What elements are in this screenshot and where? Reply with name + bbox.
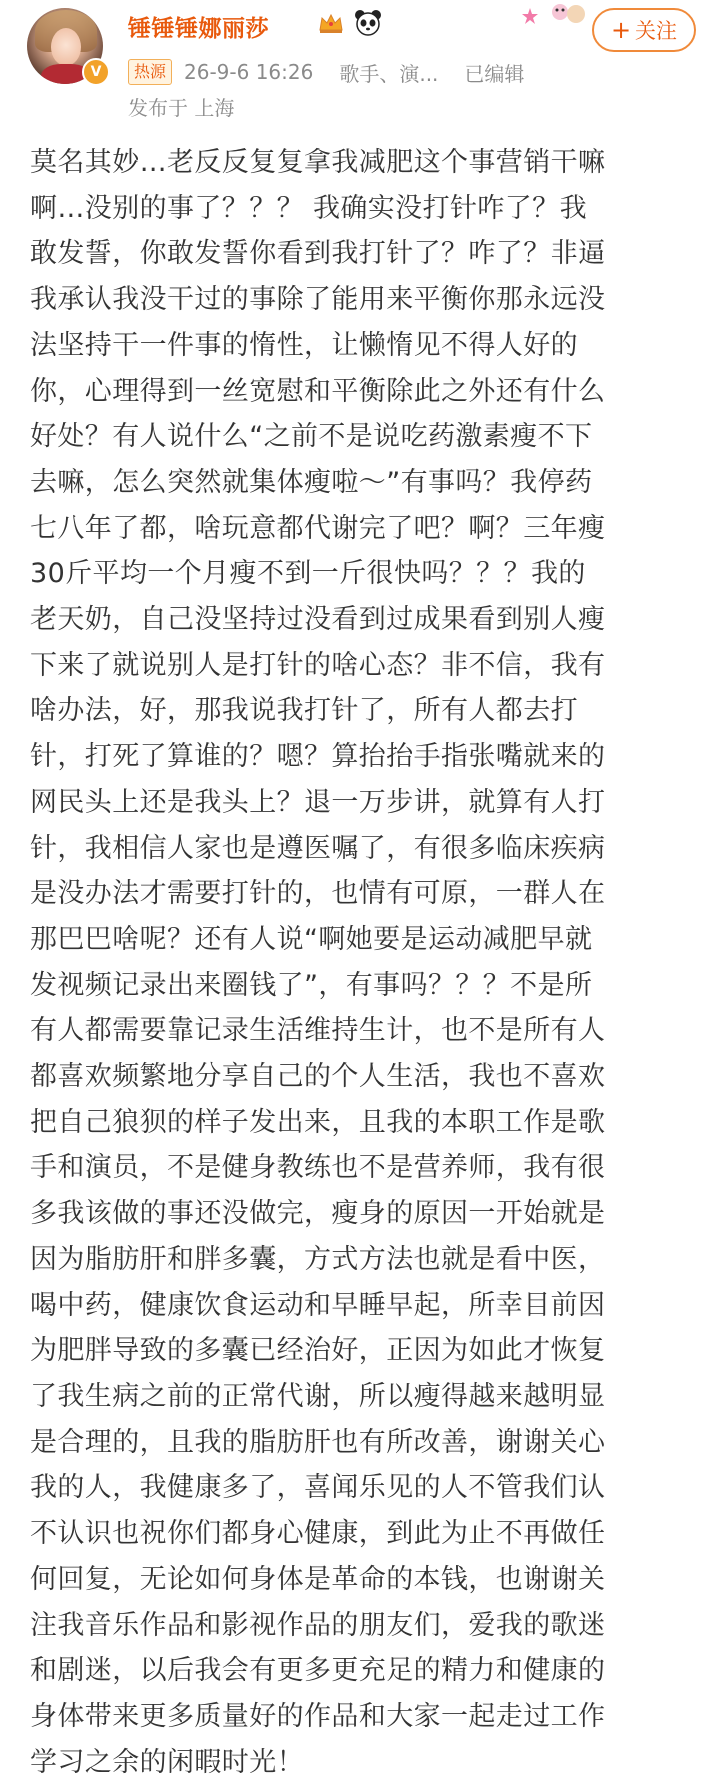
post-text-line: 七八年了都，啥玩意都代谢完了吧？啊？三年瘦 [30,512,606,544]
post-text-line: 不认识也祝你们都身心健康，到此为止不再做任 [30,1518,606,1550]
post-text-line: 多我该做的事还没做完，瘦身的原因一开始就是 [30,1198,606,1230]
post-text-line: 为肥胖导致的多囊已经治好，正因为如此才恢复 [30,1335,606,1367]
post-header [0,0,720,130]
post-text-line: 何回复，无论如何身体是革命的本钱，也谢谢关 [30,1563,606,1595]
post-text [30,140,694,1785]
post-text-line: 喝中药，健康饮食运动和早睡早起，所幸目前因 [30,1289,606,1321]
post-text-line: 好处？有人说什么“之前不是说吃药激素瘦不下 [30,421,593,453]
post-text-line: 我的人，我健康多了，喜闻乐见的人不管我们认 [30,1472,606,1504]
post-meta [128,58,524,86]
post-text-line: 注我音乐作品和影视作品的朋友们，爱我的歌迷 [30,1609,606,1641]
post-text-line: 去嘛，怎么突然就集体瘦啦～”有事吗？我停药 [30,466,593,498]
post-text-line: 莫名其妙…老反反复复拿我减肥这个事营销干嘛 [30,147,606,178]
post-text-line: 啥办法，好，那我说我打针了，所有人都去打 [30,695,578,727]
post-text-line: 身体带来更多质量好的作品和大家一起走过工作 [30,1700,606,1732]
sticker-decoration-icon [520,2,592,32]
verified-badge-icon: V [82,58,110,86]
post-text-line: 那巴巴啥呢？还有人说“啊她要是运动减肥早就 [30,923,593,955]
post-text-line: 都喜欢频繁地分享自己的个人生活，我也不喜欢 [30,1061,606,1093]
follow-button[interactable] [592,8,696,52]
post-text-line: 是合理的，且我的脂肪肝也有所改善，谢谢关心 [30,1426,606,1458]
avatar-face [51,28,81,66]
follow-label: 关注 [635,19,678,43]
post-text-line: 手和演员，不是健身教练也不是营养师，我有很 [30,1152,606,1184]
post-text-line: 和剧迷，以后我会有更多更充足的精力和健康的 [30,1655,606,1687]
user-name[interactable]: 锤锤锤娜丽莎 [128,16,269,42]
post-text-line: 把自己狼狈的样子发出来，且我的本职工作是歌 [30,1106,606,1138]
hot-source-tag[interactable]: 热源 [128,59,172,85]
post-text-line: 了我生病之前的正常代谢，所以瘦得越来越明显 [30,1380,606,1412]
post-text-line: 有人都需要靠记录生活维持生计，也不是所有人 [30,1015,606,1047]
edited-label[interactable]: 已编辑 [464,61,525,86]
post-text-line: 因为脂肪肝和胖多囊，方式方法也就是看中医， [30,1243,606,1275]
post-text-line: 发视频记录出来圈钱了”，有事吗？？？不是所 [30,969,593,1001]
post-text-line: 法坚持干一件事的惰性，让懒惰见不得人好的 [30,329,578,361]
post-text-line: 30斤平均一个月瘦不到一斤很快吗？？？我的 [30,558,586,590]
post-text-line: 是没办法才需要打针的，也情有可原，一群人在 [30,878,606,910]
post-text-line: 针，我相信人家也是遵医嘱了，有很多临床疾病 [30,832,606,864]
post-text-line: 敢发誓，你敢发誓你看到我打针了？咋了？非逼 [30,238,606,270]
post-location: 发布于 上海 [128,96,235,120]
post-text-line: 网民头上还是我头上？退一万步讲，就算有人打 [30,786,606,818]
post-source[interactable]: 歌手、演... [339,61,439,86]
post-text-line: 老天奶，自己没坚持过没看到过成果看到别人瘦 [30,604,606,636]
plus-icon: + [610,16,632,44]
post-text-line: 你，心理得到一丝宽慰和平衡除此之外还有什么 [30,375,606,407]
post-text-line: 啊…没别的事了？？？ 我确实没打针咋了？我 [30,192,587,224]
post-text-line: 学习之余的闲暇时光！ [30,1746,304,1778]
post-text-line: 下来了就说别人是打针的啥心态？非不信，我有 [30,649,606,681]
post-text-line: 我承认我没干过的事除了能用来平衡你那永远没 [30,284,606,316]
crown-icon [318,12,344,34]
post-time: 26-9-6 16:26 [184,60,314,84]
panda-icon [354,9,382,37]
post-text-line: 针，打死了算谁的？嗯？算抬抬手指张嘴就来的 [30,741,606,773]
